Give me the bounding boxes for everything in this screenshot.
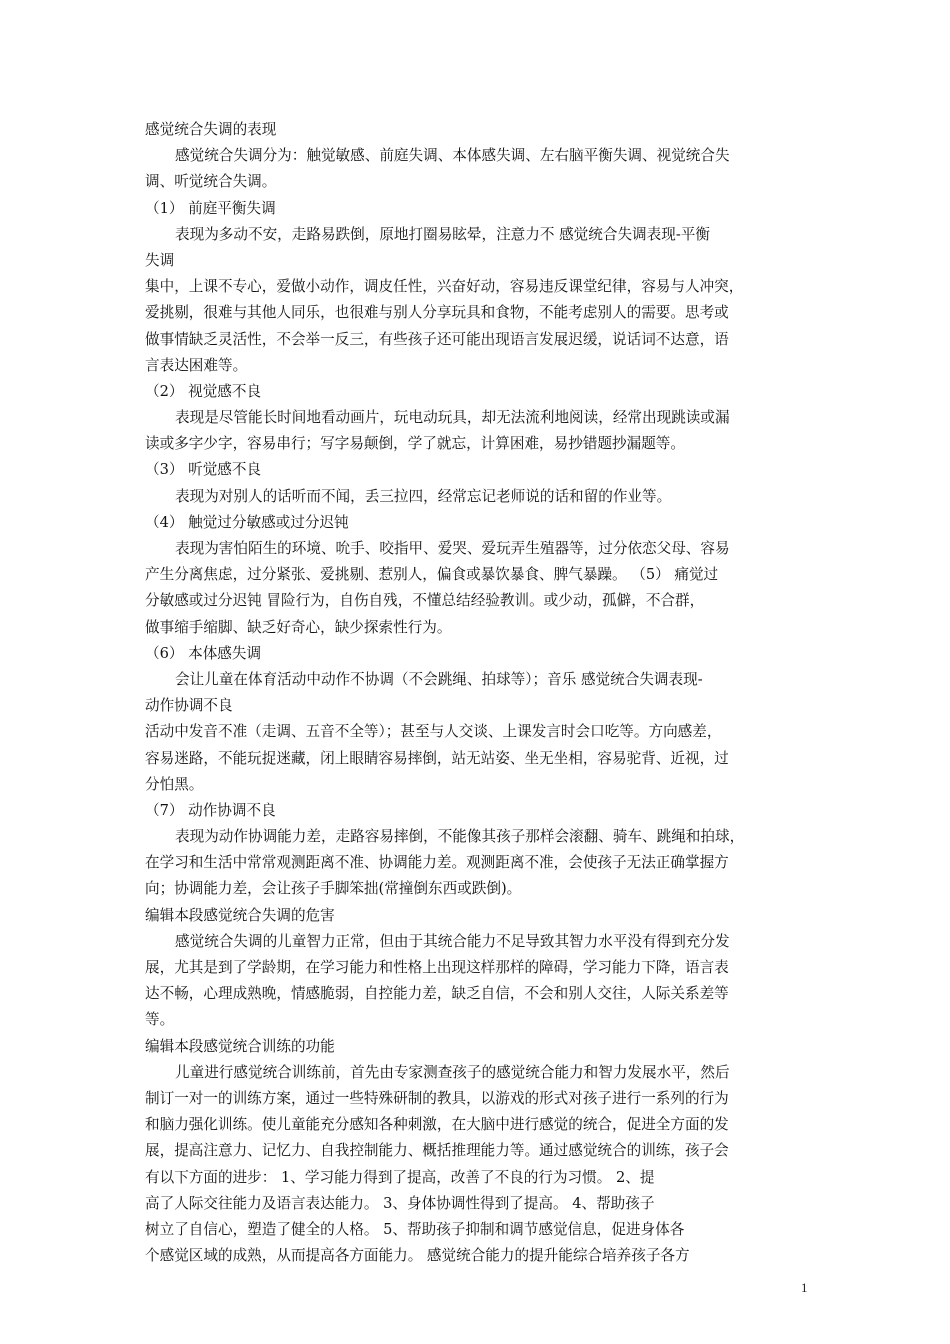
text-line: 感觉统合失调的儿童智力正常，但由于其统合能力不足导致其智力水平没有得到充分发 bbox=[175, 932, 730, 950]
text-line: 表现为多动不安，走路易跌倒，原地打圈易眩晕，注意力不 感觉统合失调表现-平衡 bbox=[175, 225, 710, 243]
text-line: （7） 动作协调不良 bbox=[145, 801, 276, 819]
text-line: 在学习和生活中常常观测距离不准、协调能力差。观测距离不准，会使孩子无法正确掌握方 bbox=[145, 854, 729, 872]
text-line: 产生分离焦虑，过分紧张、爱挑剔、惹别人，偏食或暴饮暴食、脾气暴躁。 （5） 痛觉过 bbox=[145, 566, 719, 584]
text-line: （1） 前庭平衡失调 bbox=[145, 199, 276, 217]
text-line: 言表达困难等。 bbox=[145, 356, 248, 374]
text-line: 集中，上课不专心，爱做小动作，调皮任性，兴奋好动，容易违反课堂纪律，容易与人冲突， bbox=[145, 278, 744, 296]
document-body bbox=[145, 117, 809, 1269]
text-line: 表现为害怕陌生的环境、吮手、咬指甲、爱哭、爱玩弄生殖器等，过分依恋父母、容易 bbox=[175, 540, 730, 557]
text-line: 达不畅，心理成熟晚，情感脆弱，自控能力差，缺乏自信，不会和别人交往，人际关系差等 bbox=[145, 985, 729, 1003]
text-line: （3） 听觉感不良 bbox=[145, 461, 262, 479]
text-line: 会让儿童在体育活动中动作不协调（不会跳绳、拍球等）；音乐 感觉统合失调表现- bbox=[175, 670, 703, 688]
text-line: 表现为动作协调能力差，走路容易摔倒，不能像其孩子那样会滚翻、骑车、跳绳和拍球， bbox=[175, 828, 745, 846]
text-line: 分敏感或过分迟钝 冒险行为，自伤自残，不懂总结经验教训。或少动，孤僻，不合群， bbox=[145, 592, 705, 610]
text-line: 向；协调能力差，会让孩子手脚笨拙(常撞倒东西或跌倒)。 bbox=[145, 880, 522, 898]
text-line: 容易迷路，不能玩捉迷藏，闭上眼睛容易摔倒，站无站姿、坐无坐相，容易驼背、近视，过 bbox=[145, 749, 729, 767]
text-line: 树立了自信心，塑造了健全的人格。 5、帮助孩子抑制和调节感觉信息，促进身体各 bbox=[145, 1220, 685, 1238]
text-line: 高了人际交往能力及语言表达能力。 3、身体协调性得到了提高。 4、帮助孩子 bbox=[145, 1194, 655, 1212]
page-number: 1 bbox=[801, 1280, 808, 1295]
text-line: 儿童进行感觉统合训练前，首先由专家测查孩子的感觉统合能力和智力发展水平，然后 bbox=[175, 1063, 730, 1081]
text-line: 表现为对别人的话听而不闻，丢三拉四，经常忘记老师说的话和留的作业等。 bbox=[175, 487, 672, 505]
text-line: 失调 bbox=[145, 251, 175, 269]
text-line: 动作协调不良 bbox=[145, 697, 233, 715]
text-line: 分怕黑。 bbox=[145, 775, 204, 793]
text-line: 编辑本段感觉统合训练的功能 bbox=[145, 1037, 335, 1055]
text-line: （6） 本体感失调 bbox=[145, 644, 262, 662]
text-line: 表现是尽管能长时间地看动画片，玩电动玩具，却无法流利地阅读，经常出现跳读或漏 bbox=[175, 409, 730, 427]
text-line: 调、听觉统合失调。 bbox=[145, 173, 277, 191]
text-line: 读或多字少字，容易串行；写字易颠倒，学了就忘，计算困难，易抄错题抄漏题等。 bbox=[145, 435, 685, 453]
text-line: 有以下方面的进步： 1、学习能力得到了提高，改善了不良的行为习惯。 2、提 bbox=[145, 1168, 655, 1186]
text-line: 制订一对一的训练方案，通过一些特殊研制的教具，以游戏的形式对孩子进行一系列的行为 bbox=[145, 1089, 729, 1107]
text-line: 爱挑剔，很难与其他人同乐，也很难与别人分享玩具和食物，不能考虑别人的需要。思考或 bbox=[145, 304, 729, 322]
text-line: 和脑力强化训练。使儿童能充分感知各种刺激，在大脑中进行感觉的统合，促进全方面的发 bbox=[145, 1116, 729, 1134]
text-line: （4） 触觉过分敏感或过分迟钝 bbox=[145, 513, 349, 531]
text-line: 做事情缺乏灵活性，不会举一反三，有些孩子还可能出现语言发展迟缓，说话词不达意，语 bbox=[145, 330, 729, 348]
text-line: 活动中发音不准（走调、五音不全等）；甚至与人交谈、上课发言时会口吃等。方向感差， bbox=[145, 723, 722, 741]
text-line: 做事缩手缩脚、缺乏好奇心，缺少探索性行为。 bbox=[145, 618, 452, 636]
text-line: 个感觉区域的成熟，从而提高各方面能力。 感觉统合能力的提升能综合培养孩子各方 bbox=[145, 1247, 690, 1265]
text-line: （2） 视觉感不良 bbox=[145, 382, 262, 400]
text-line: 感觉统合失调的表现 bbox=[145, 121, 277, 138]
text-line: 展，尤其是到了学龄期，在学习能力和性格上出现这样那样的障碍，学习能力下降，语言表 bbox=[145, 959, 729, 976]
text-line: 感觉统合失调分为：触觉敏感、前庭失调、本体感失调、左右脑平衡失调、视觉统合失 bbox=[175, 147, 730, 165]
text-line: 展，提高注意力、记忆力、自我控制能力、概括推理能力等。通过感觉统合的训练，孩子会 bbox=[145, 1142, 729, 1160]
text-line: 等。 bbox=[145, 1011, 175, 1029]
text-line: 编辑本段感觉统合失调的危害 bbox=[145, 906, 335, 924]
